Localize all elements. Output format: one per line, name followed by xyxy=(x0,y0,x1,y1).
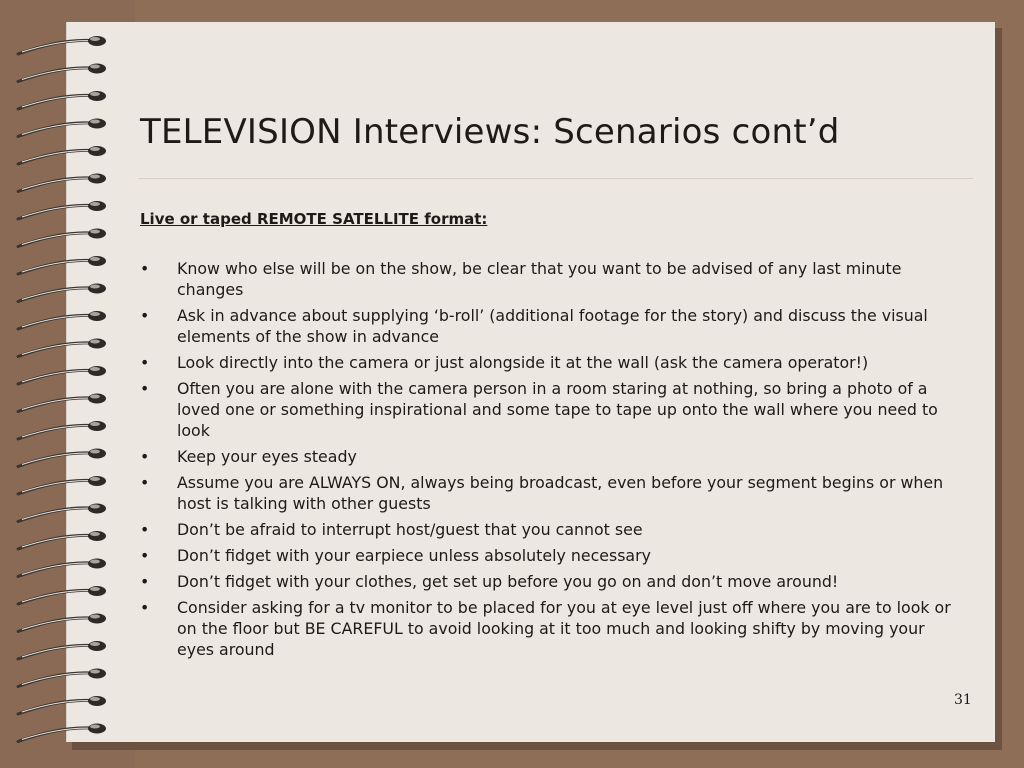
spiral-ring xyxy=(18,311,106,329)
bullet-text: Ask in advance about supplying ‘b-roll’ (additional footage for the story) and discuss the visual elements of the show in advance xyxy=(177,306,928,346)
spiral-ring xyxy=(18,229,106,247)
section-heading: Live or taped REMOTE SATELLITE format: xyxy=(140,210,488,228)
spiral-ring xyxy=(18,284,106,302)
spiral-ring xyxy=(18,146,106,164)
bullet-list xyxy=(140,258,952,665)
spiral-binding xyxy=(0,0,140,768)
spiral-ring xyxy=(18,476,106,494)
list-item xyxy=(140,545,952,566)
spiral-ring xyxy=(18,36,106,54)
bullet-icon: • xyxy=(140,259,150,278)
spiral-ring xyxy=(18,64,106,82)
bullet-icon: • xyxy=(140,379,150,398)
bullet-text: Look directly into the camera or just alongside it at the wall (ask the camera operator!) xyxy=(177,353,869,372)
bullet-text: Often you are alone with the camera person in a room staring at nothing, so bring a photo of a loved one or something inspirational and some tape to tape up onto the wall where you need to look xyxy=(177,379,938,440)
bullet-icon: • xyxy=(140,546,150,565)
spiral-ring xyxy=(18,339,106,357)
bullet-text: Don’t be afraid to interrupt host/guest that you cannot see xyxy=(177,520,643,539)
list-item xyxy=(140,472,952,514)
list-item xyxy=(140,519,952,540)
spiral-ring xyxy=(18,201,106,219)
list-item xyxy=(140,378,952,441)
list-item xyxy=(140,352,952,373)
bullet-icon: • xyxy=(140,520,150,539)
bullet-icon: • xyxy=(140,447,150,466)
bullet-icon: • xyxy=(140,306,150,325)
bullet-text: Don’t fidget with your clothes, get set up before you go on and don’t move around! xyxy=(177,572,839,591)
spiral-ring xyxy=(18,531,106,549)
list-item xyxy=(140,571,952,592)
spiral-ring xyxy=(18,724,106,742)
bullet-text: Keep your eyes steady xyxy=(177,447,357,466)
spiral-ring xyxy=(18,119,106,137)
bullet-text: Know who else will be on the show, be clear that you want to be advised of any last minute changes xyxy=(177,259,902,299)
bullet-text: Consider asking for a tv monitor to be placed for you at eye level just off where you are to look or on the floor but BE CAREFUL to avoid looking at it too much and looking shifty by moving your eyes around xyxy=(177,598,951,659)
spiral-ring xyxy=(18,669,106,687)
bullet-icon: • xyxy=(140,598,150,617)
spiral-ring xyxy=(18,696,106,714)
spiral-ring xyxy=(18,614,106,632)
list-item xyxy=(140,305,952,347)
spiral-ring xyxy=(18,449,106,467)
bullet-text: Assume you are ALWAYS ON, always being broadcast, even before your segment begins or when host is talking with other guests xyxy=(177,473,944,513)
bullet-text: Don’t fidget with your earpiece unless absolutely necessary xyxy=(177,546,651,565)
spiral-ring xyxy=(18,559,106,577)
list-item xyxy=(140,446,952,467)
spiral-ring xyxy=(18,174,106,192)
spiral-ring xyxy=(18,421,106,439)
title-divider xyxy=(138,178,973,179)
bullet-icon: • xyxy=(140,473,150,492)
spiral-ring xyxy=(18,91,106,109)
spiral-ring xyxy=(18,586,106,604)
page-number: 31 xyxy=(954,692,972,708)
list-item xyxy=(140,597,952,660)
spiral-ring xyxy=(18,504,106,522)
bullet-icon: • xyxy=(140,572,150,591)
list-item xyxy=(140,258,952,300)
bullet-icon: • xyxy=(140,353,150,372)
spiral-ring xyxy=(18,641,106,659)
spiral-ring xyxy=(18,256,106,274)
slide-title: TELEVISION Interviews: Scenarios cont’d xyxy=(140,112,840,152)
spiral-ring xyxy=(18,394,106,412)
spiral-ring xyxy=(18,366,106,384)
